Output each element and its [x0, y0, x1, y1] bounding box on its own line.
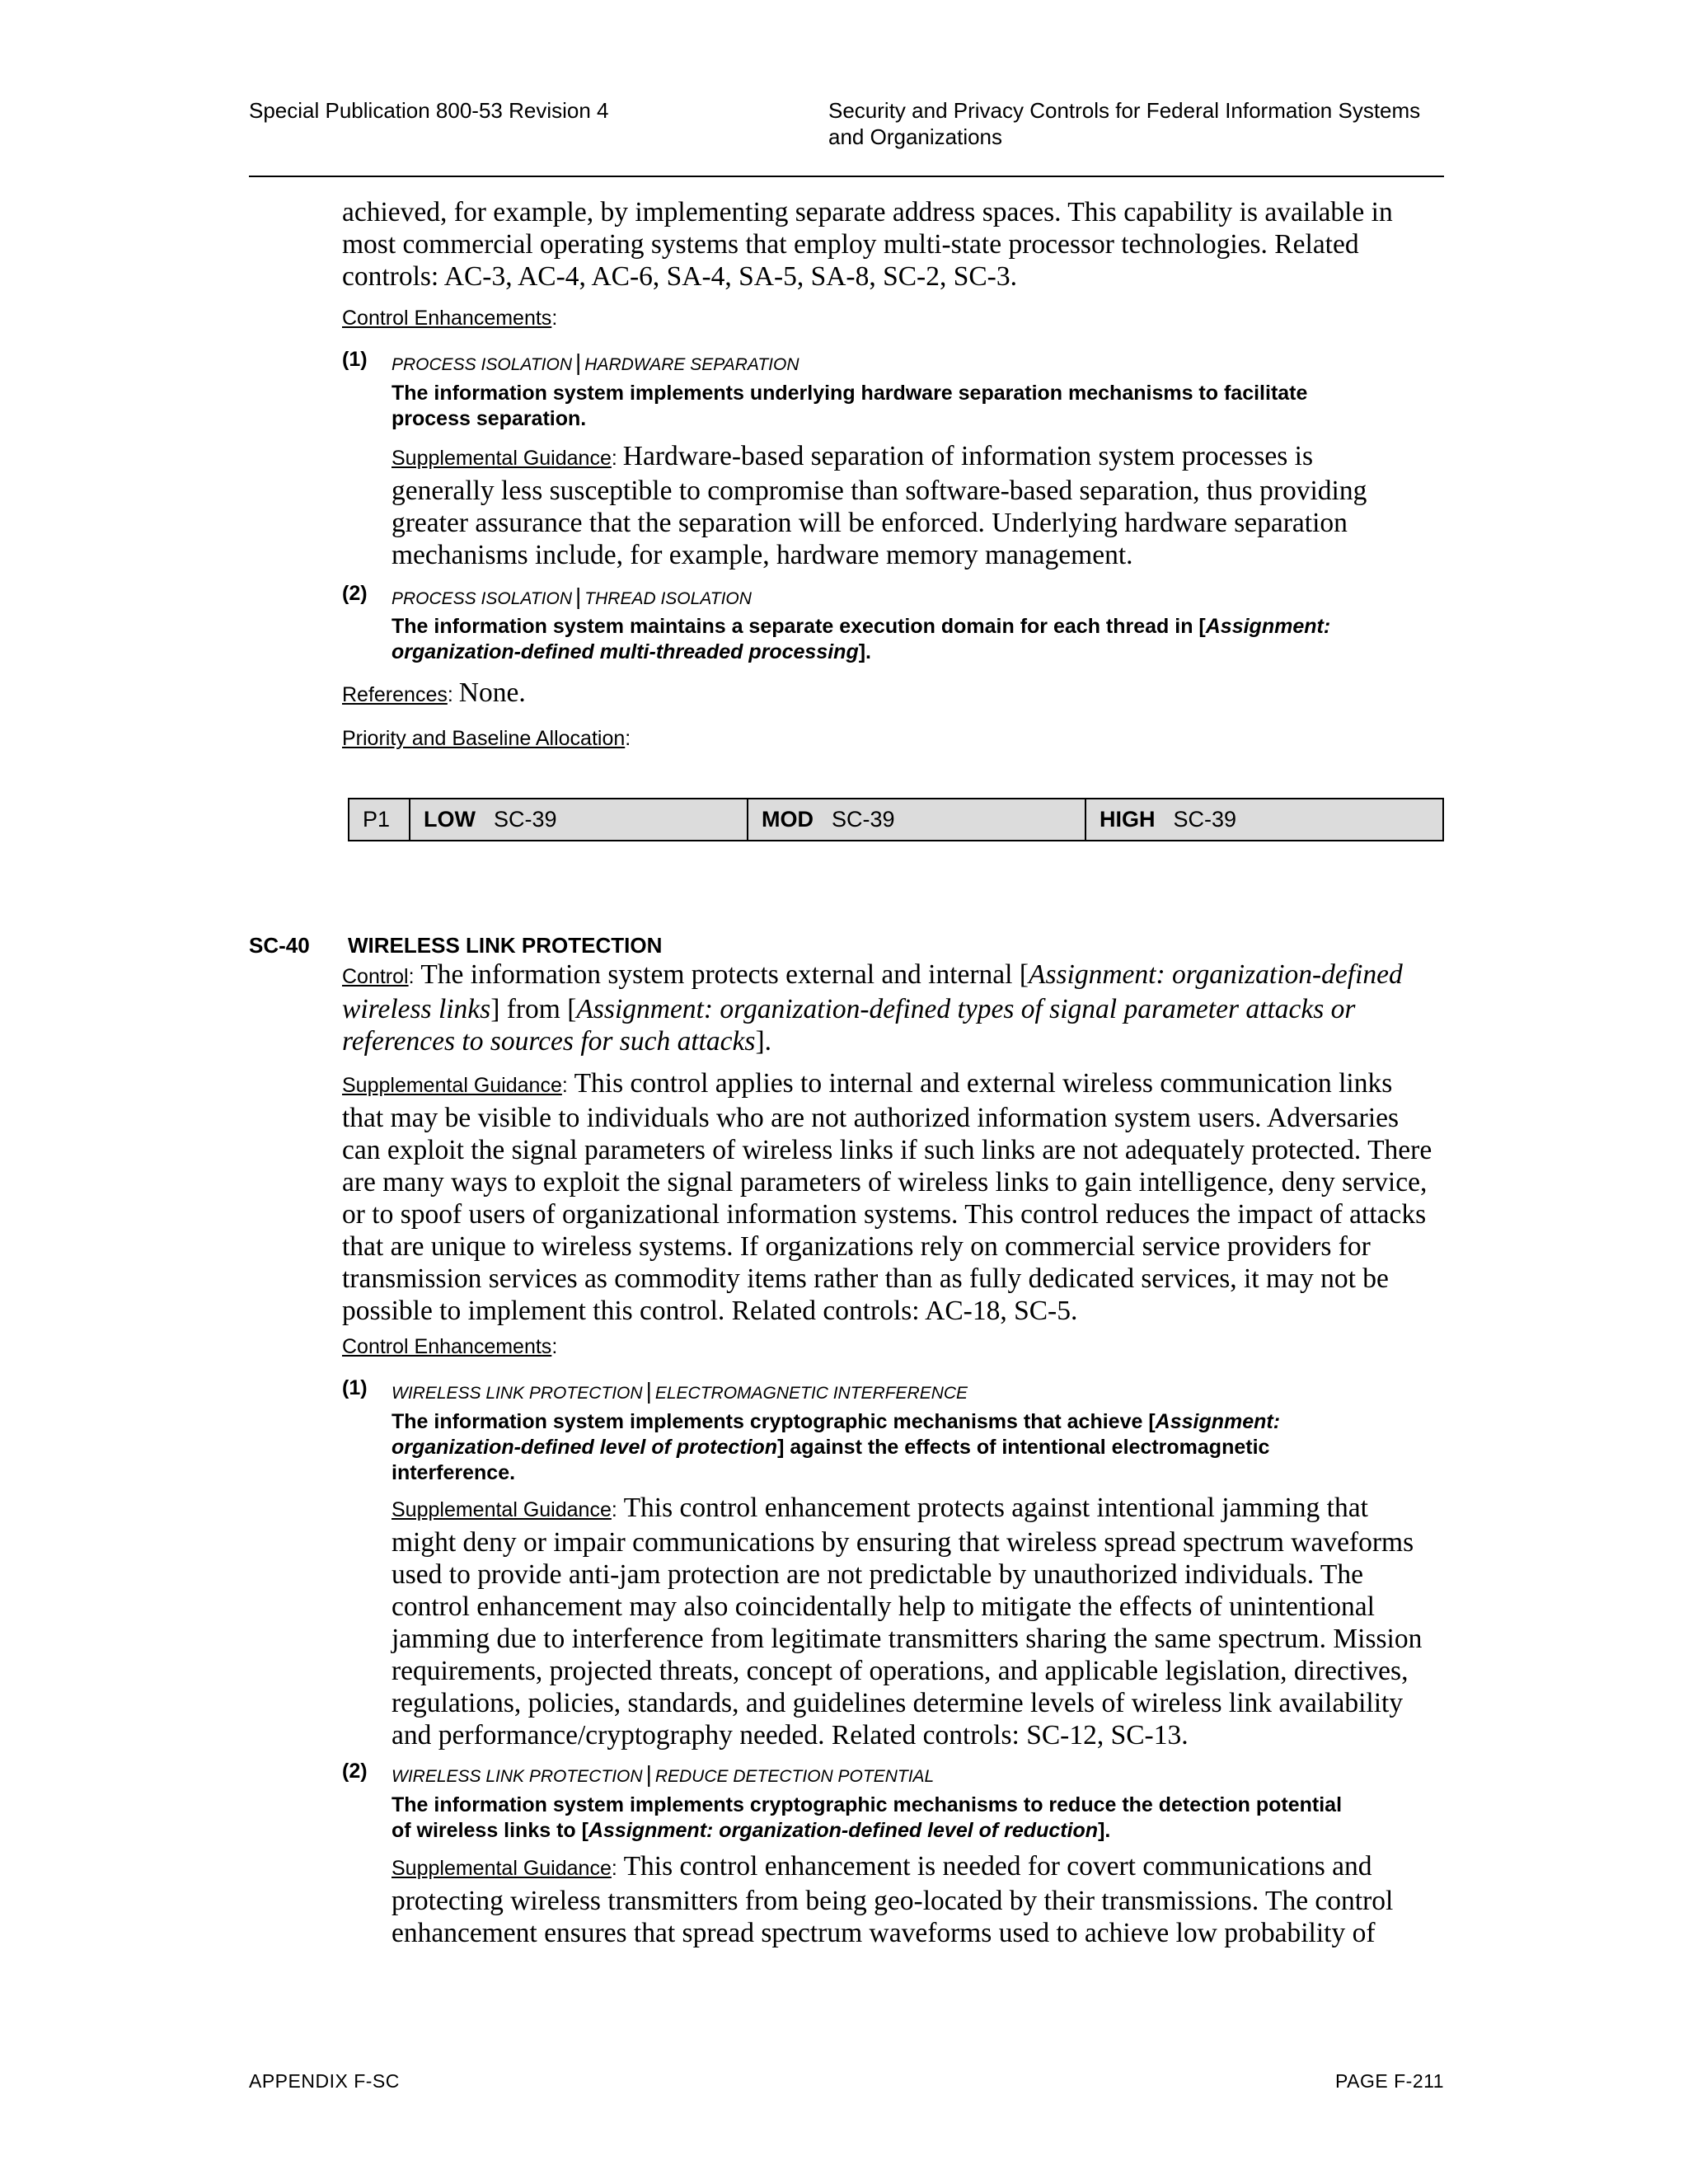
supplemental-guidance: Supplemental Guidance: This control applies to internal and external wireless communication links that may be visible to individuals who are not authorized information system users. Adversaries can exploit the signal parameters of wireless links if such links are not adequately protected. There are many ways to exploit the signal parameters of wireless links to gain intelligence, deny service, or to spoof users of organizational information systems. This control reduces the impact of attacks that are unique to wireless systems. If organizations rely on commercial service providers for transmission services as commodity items rather than as fully dedicated services, it may not be possible to implement this control. Related controls: AC-18, SC-5.: [342, 1068, 1432, 1326]
control-enhancements-heading: Control Enhancements:: [342, 1335, 558, 1358]
supplemental-guidance: Supplemental Guidance: This control enhancement protects against intentional jamming that might deny or impair communications by ensuring that wireless spread spectrum waveforms used to provide anti-jam protection are not predictable by unauthorized individuals. The control enhancement may also coincidentally help to mitigate the effects of unintentional jamming due to interference from legitimate transmitters sharing the same spectrum. Mission requirements, projected threats, concept of operations, and applicable legislation, directives, regulations, policies, standards, and guidelines determine levels of wireless link availability and performance/cryptography needed. Related controls: SC-12, SC-13.: [392, 1493, 1423, 1750]
enhancement-statement: The information system implements underlying hardware separation mechanisms to facilitate process separation.: [392, 382, 1308, 430]
enhancement-title: PROCESS ISOLATION | THREAD ISOLATION: [392, 583, 752, 609]
running-header-title: [828, 97, 1455, 150]
enhancement-number: (2): [342, 582, 368, 605]
enhancement-title: PROCESS ISOLATION | HARDWARE SEPARATION: [392, 349, 799, 375]
priority-baseline-heading: Priority and Baseline Allocation:: [342, 727, 631, 750]
text-line: most commercial operating systems that employ multi-state processor technologies. Related: [342, 229, 1359, 260]
control-enhancements-heading: Control Enhancements:: [342, 307, 558, 330]
control-statement: Control: The information system protects external and internal [Assignment: organization-defined wireless links] from [Assignment: organization-defined types of signal parameter attacks or references to sources for such attacks].: [342, 959, 1403, 1057]
running-header-title-line: and Organizations: [828, 124, 1003, 149]
enhancement-statement: The information system implements cryptographic mechanisms that achieve [Assignment: organization-defined level of protection] against the effects of intentional electromagnetic interference.: [392, 1410, 1281, 1484]
enhancement-number: (2): [342, 1760, 368, 1783]
supplemental-guidance: Supplemental Guidance: Hardware-based separation of information system processes is generally less susceptible to compromise than software-based separation, thus providing greater assurance that the separation will be enforced. Underlying hardware separation mechanisms include, for example, hardware memory management.: [392, 441, 1367, 570]
enhancement-number: (1): [342, 348, 368, 371]
moderate-baseline-cell: MOD SC-39: [748, 799, 1086, 840]
supplemental-guidance-label: Supplemental Guidance: [392, 1857, 612, 1880]
running-header-publication: Special Publication 800-53 Revision 4: [249, 98, 609, 123]
footer-page-number: PAGE F-211: [1335, 2070, 1444, 2092]
enhancement-statement: The information system maintains a separate execution domain for each thread in [Assignment: organization-defined multi-threaded processing].: [392, 615, 1331, 663]
header-rule: [249, 176, 1444, 177]
references: References: None.: [342, 677, 526, 708]
enhancement-title: WIRELESS LINK PROTECTION | REDUCE DETECTION POTENTIAL: [392, 1761, 935, 1787]
continued-paragraph: [342, 196, 1393, 293]
references-value: None.: [458, 677, 526, 708]
enhancement-number: (1): [342, 1376, 368, 1399]
priority-baseline-label: Priority and Baseline Allocation: [342, 727, 626, 750]
low-baseline-cell: LOW SC-39: [410, 799, 748, 840]
control-title: WIRELESS LINK PROTECTION: [348, 933, 663, 958]
supplemental-guidance-label: Supplemental Guidance: [392, 1498, 612, 1521]
text-line: controls: AC-3, AC-4, AC-6, SA-4, SA-5, SA-8, SC-2, SC-3.: [342, 261, 1017, 292]
references-label: References: [342, 683, 448, 706]
control-enhancements-label: Control Enhancements: [342, 307, 552, 330]
enhancement-title: WIRELESS LINK PROTECTION | ELECTROMAGNETIC INTERFERENCE: [392, 1378, 968, 1404]
supplemental-guidance: Supplemental Guidance: This control enhancement is needed for covert communications and protecting wireless transmitters from being geo-located by their transmissions. The control enhancement ensures that spread spectrum waveforms used to achieve low probability of: [392, 1851, 1394, 1948]
control-enhancements-label: Control Enhancements: [342, 1335, 552, 1358]
enhancement-statement: The information system implements cryptographic mechanisms to reduce the detection potential of wireless links to [Assignment: organization-defined level of reduction].: [392, 1793, 1343, 1842]
text-line: achieved, for example, by implementing separate address spaces. This capability is available in: [342, 197, 1393, 227]
supplemental-guidance-label: Supplemental Guidance: [392, 447, 612, 470]
baseline-allocation-table: [348, 798, 1444, 841]
control-label: Control: [342, 965, 409, 988]
control-id: SC-40: [249, 933, 310, 958]
running-header-title-line: Security and Privacy Controls for Federal Information Systems: [828, 98, 1421, 123]
footer-appendix: APPENDIX F-SC: [249, 2070, 400, 2092]
high-baseline-cell: HIGH SC-39: [1100, 807, 1237, 832]
supplemental-guidance-label: Supplemental Guidance: [342, 1074, 562, 1097]
priority-cell: P1: [349, 799, 410, 840]
